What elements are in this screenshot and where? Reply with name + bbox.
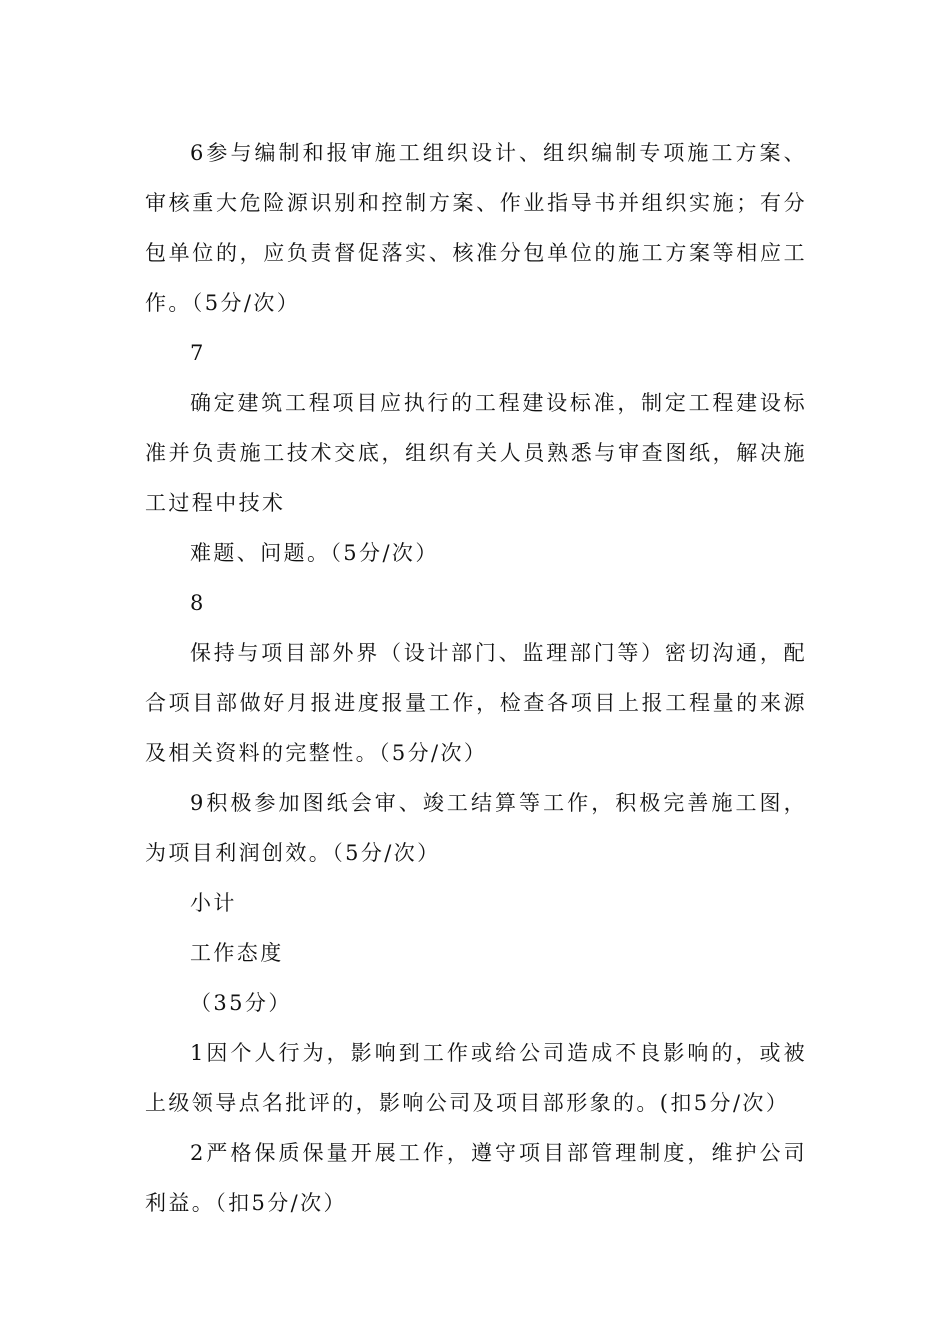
section-score: （35分）: [190, 991, 292, 1015]
paragraph-item-7-continued: 难题、问题。（5分/次）: [190, 541, 439, 565]
document-body: [145, 128, 807, 1228]
attitude-item-1: 1因个人行为，影响到工作或给公司造成不良影响的，或被上级领导点名批评的，影响公司及项目部形象的。(扣5分/次）: [145, 1041, 807, 1115]
paragraph-item-8: 保持与项目部外界（设计部门、监理部门等）密切沟通，配合项目部做好月报进度报量工作，检查各项目上报工程量的来源及相关资料的完整性。（5分/次）: [145, 641, 807, 765]
paragraph-item-9: 9积极参加图纸会审、竣工结算等工作，积极完善施工图，为项目利润创效。（5分/次）: [145, 791, 807, 865]
paragraph-number-7: 7: [190, 341, 206, 365]
paragraph-item-6: 6参与编制和报审施工组织设计、组织编制专项施工方案、审核重大危险源识别和控制方案、作业指导书并组织实施；有分包单位的，应负责督促落实、核准分包单位的施工方案等相应工作。（5分/次）: [145, 141, 807, 315]
section-heading-work-attitude: 工作态度: [190, 941, 284, 965]
paragraph-item-7: 确定建筑工程项目应执行的工程建设标准，制定工程建设标准并负责施工技术交底，组织有关人员熟悉与审查图纸，解决施工过程中技术: [145, 391, 807, 515]
paragraph-number-8: 8: [190, 591, 206, 615]
attitude-item-2: 2严格保质保量开展工作，遵守项目部管理制度，维护公司利益。（扣5分/次）: [145, 1141, 807, 1215]
subtotal-label: 小计: [190, 891, 237, 915]
